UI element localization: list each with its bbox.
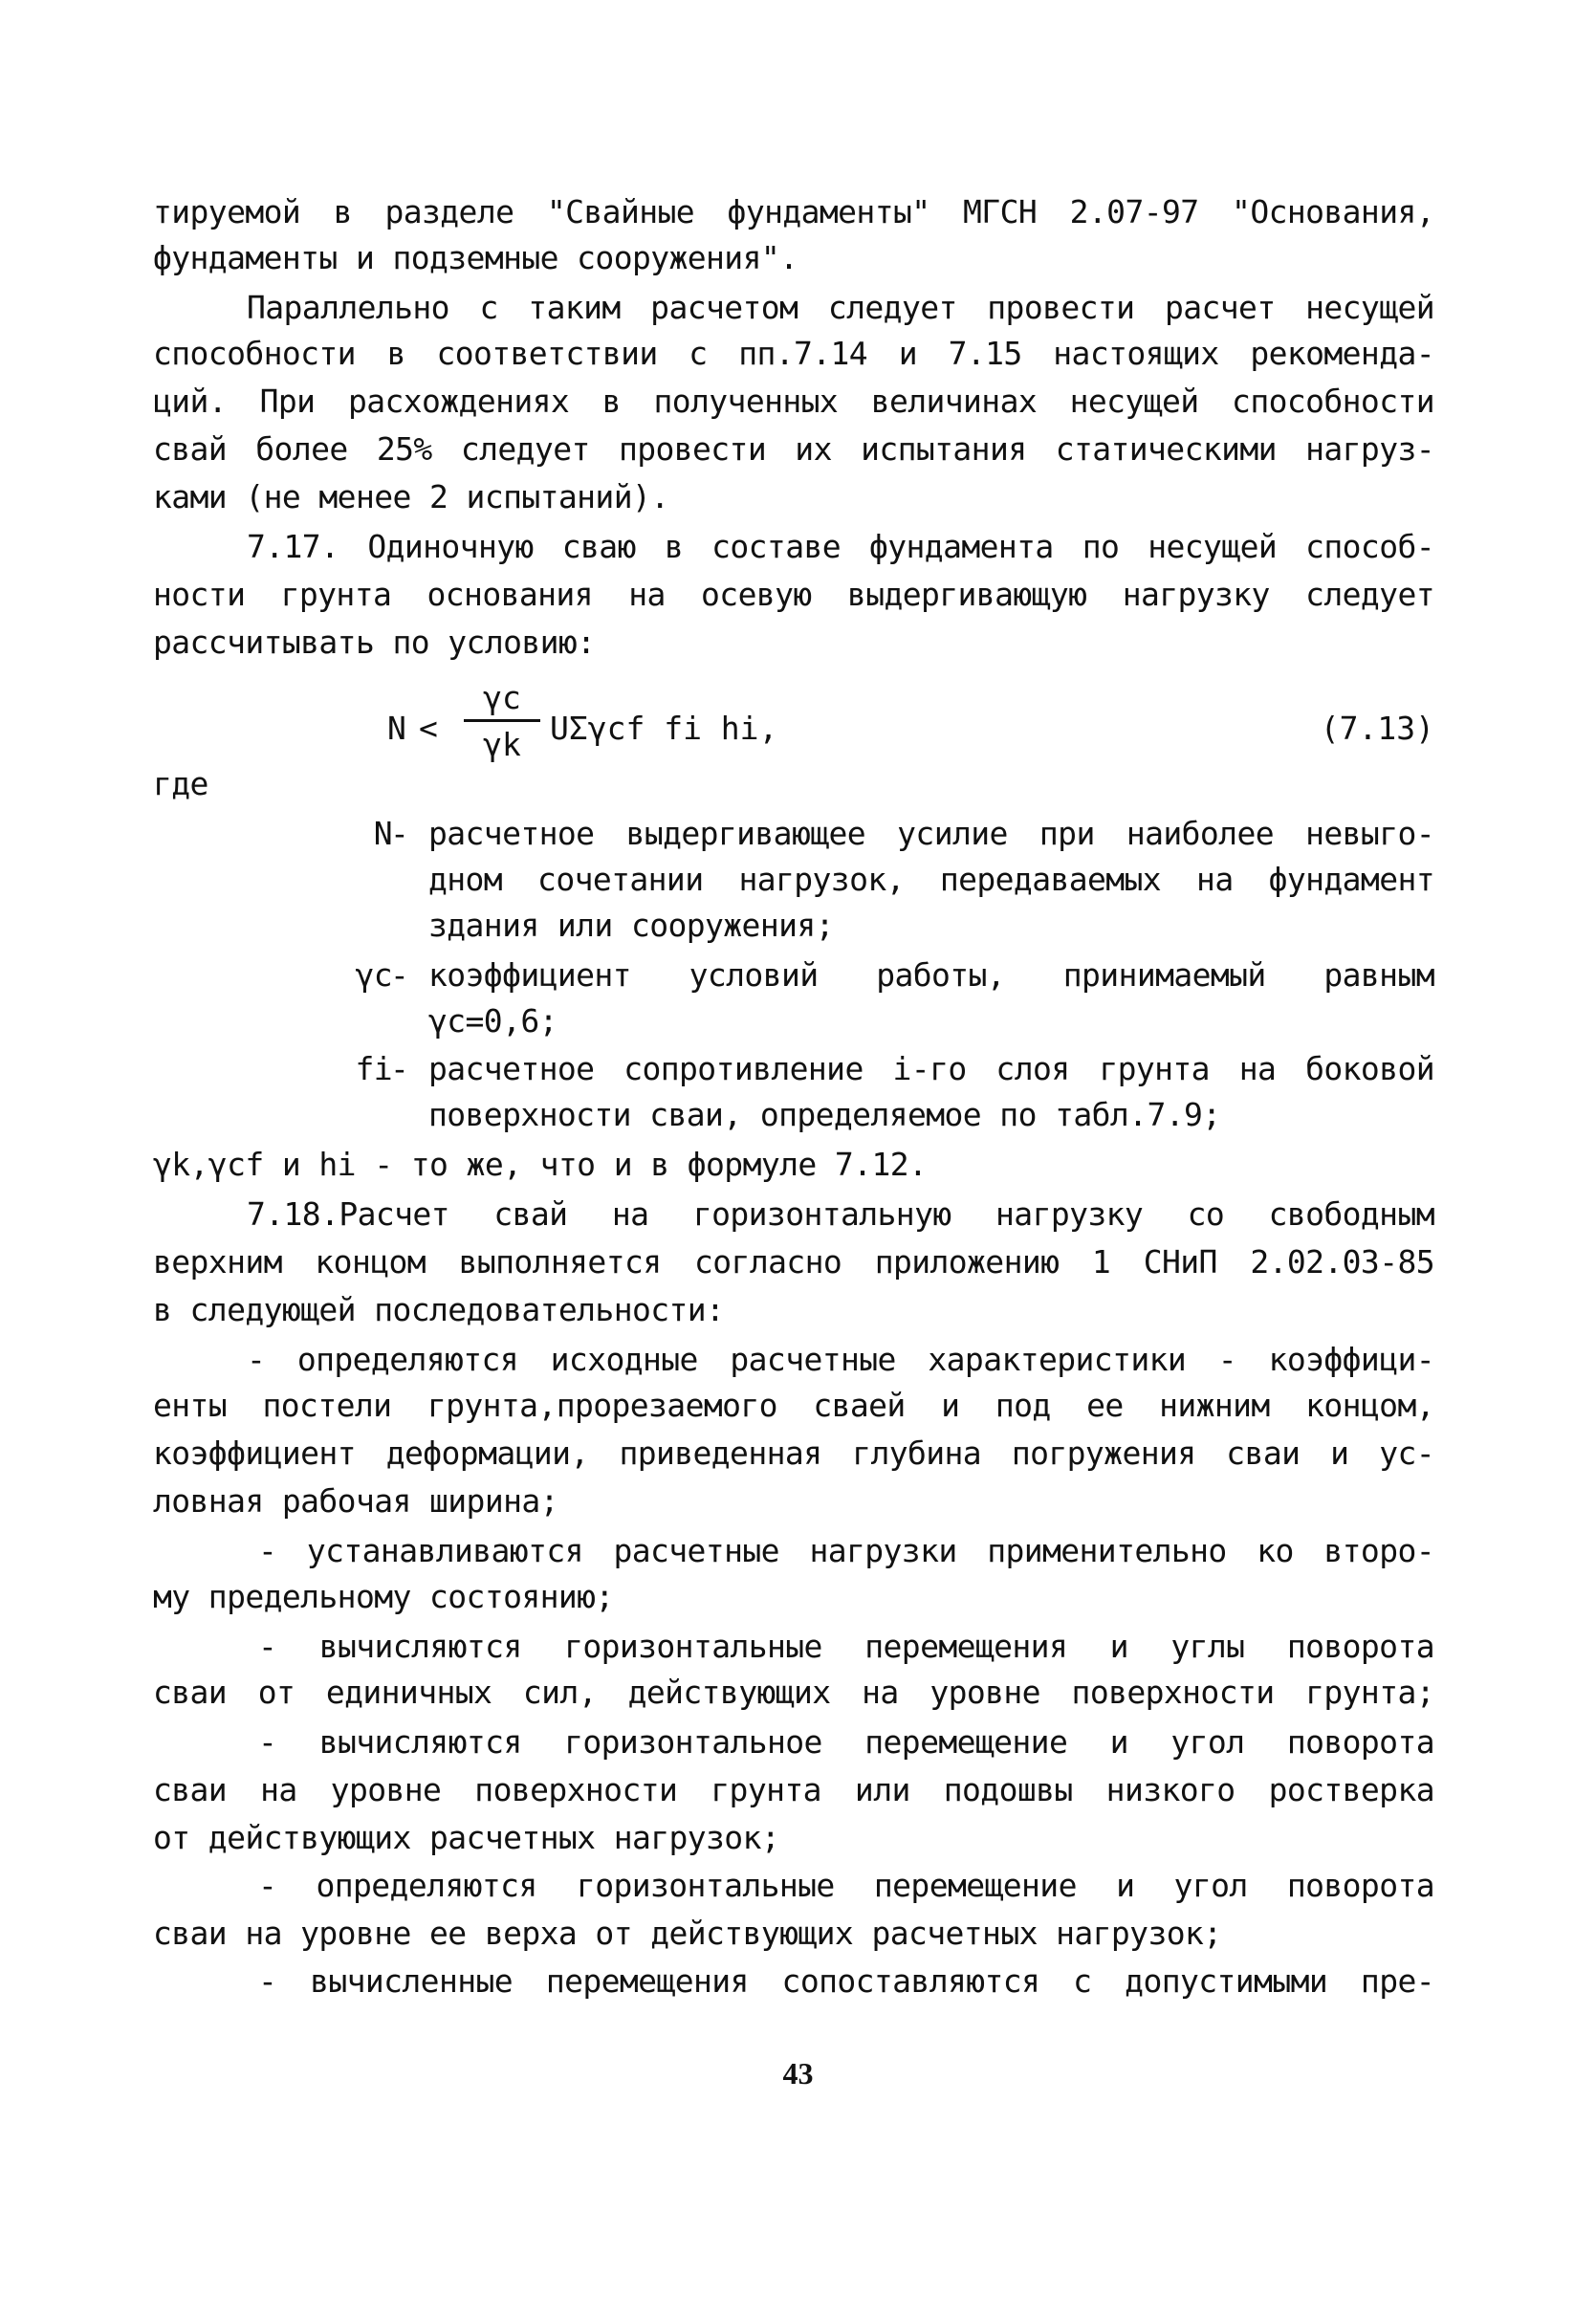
definition-text: коэффициент условий работы, принимаемый равным bbox=[428, 956, 1434, 994]
text-line: - определяются горизонтальные перемещение и угол поворота bbox=[258, 1867, 1434, 1904]
text-line: фундаменты и подземные сооружения". bbox=[153, 239, 798, 276]
text-line: 7.17. Одиночную сваю в составе фундамента по несущей способ- bbox=[247, 528, 1434, 565]
definition-text: расчетное выдергивающее усилие при наиболее невыго- bbox=[428, 815, 1434, 852]
definition-text: γc=0,6; bbox=[428, 1002, 558, 1040]
text-line: ловная рабочая ширина; bbox=[153, 1482, 558, 1520]
text-line: свай более 25% следует провести их испытания статическими нагруз- bbox=[153, 430, 1434, 468]
text-line: ности грунта основания на осевую выдергивающую нагрузку следует bbox=[153, 576, 1434, 613]
definition-dash: - bbox=[390, 956, 409, 994]
text-line: сваи от единичных сил, действующих на уровне поверхности грунта; bbox=[153, 1674, 1434, 1711]
text-line: енты постели грунта,прорезаемого сваей и под ее нижним концом, bbox=[153, 1387, 1434, 1424]
text-line: - вычисляются горизонтальные перемещения и углы поворота bbox=[258, 1628, 1434, 1665]
text-line: му предельному состоянию; bbox=[153, 1578, 614, 1615]
text-line: верхним концом выполняется согласно приложению 1 СНиП 2.02.03-85 bbox=[153, 1243, 1434, 1281]
definition-dash: - bbox=[390, 1050, 409, 1087]
formula-rhs: UΣγcf fi hi, bbox=[550, 710, 778, 747]
text-line: 7.18.Расчет свай на горизонтальную нагрузку со свободным bbox=[247, 1195, 1434, 1233]
text-line: - определяются исходные расчетные характеристики - коэффици- bbox=[247, 1341, 1434, 1378]
definition-dash: - bbox=[390, 815, 409, 852]
text-line: ками (не менее 2 испытаний). bbox=[153, 478, 669, 515]
definition-symbol: N bbox=[373, 815, 392, 852]
page-number: 43 bbox=[782, 2056, 814, 2091]
text-line: сваи на уровне поверхности грунта или подошвы низкого ростверка bbox=[153, 1771, 1434, 1808]
formula-number: (7.13) bbox=[1320, 710, 1434, 747]
text-line: от действующих расчетных нагрузок; bbox=[153, 1819, 780, 1856]
definition-text: расчетное сопротивление i-го слоя грунта на боковой bbox=[428, 1050, 1434, 1087]
text-line: - вычисляются горизонтальное перемещение и угол поворота bbox=[258, 1723, 1434, 1761]
formula-fraction bbox=[464, 669, 540, 772]
text-line: сваи на уровне ее верха от действующих расчетных нагрузок; bbox=[153, 1915, 1222, 1952]
text-line: ций. При расхождениях в полученных величинах несущей способности bbox=[153, 383, 1434, 420]
definition-symbol: γc bbox=[355, 956, 392, 994]
text-line: Параллельно с таким расчетом следует провести расчет несущей bbox=[247, 289, 1434, 326]
definition-text: дном сочетании нагрузок, передаваемых на фундамент bbox=[428, 861, 1434, 898]
text-line: - устанавливаются расчетные нагрузки применительно ко второ- bbox=[258, 1532, 1434, 1569]
formula-numerator: γc bbox=[483, 679, 521, 716]
definition-text: поверхности сваи, определяемое по табл.7.9; bbox=[428, 1096, 1221, 1133]
text-line: тируемой в разделе "Свайные фундаменты" МГСН 2.07-97 "Основания, bbox=[153, 193, 1434, 230]
formula-lhs: N bbox=[387, 710, 406, 747]
definition-text: здания или сооружения; bbox=[428, 907, 834, 944]
text-line: коэффициент деформации, приведенная глубина погружения сваи и ус- bbox=[153, 1434, 1434, 1472]
text-line: рассчитывать по условию: bbox=[153, 624, 596, 661]
text-line: способности в соответствии с пп.7.14 и 7.15 настоящих рекоменда- bbox=[153, 335, 1434, 372]
text-line: в следующей последовательности: bbox=[153, 1291, 725, 1328]
text-line: - вычисленные перемещения сопоставляются с допустимыми пре- bbox=[258, 1962, 1434, 2000]
same-as-line: γk,γcf и hi - то же, что и в формуле 7.12. bbox=[153, 1146, 928, 1183]
definition-symbol: fi bbox=[355, 1050, 392, 1087]
formula-relation: < bbox=[419, 710, 438, 747]
formula-denominator: γk bbox=[483, 726, 521, 763]
where-label: где bbox=[153, 765, 208, 802]
